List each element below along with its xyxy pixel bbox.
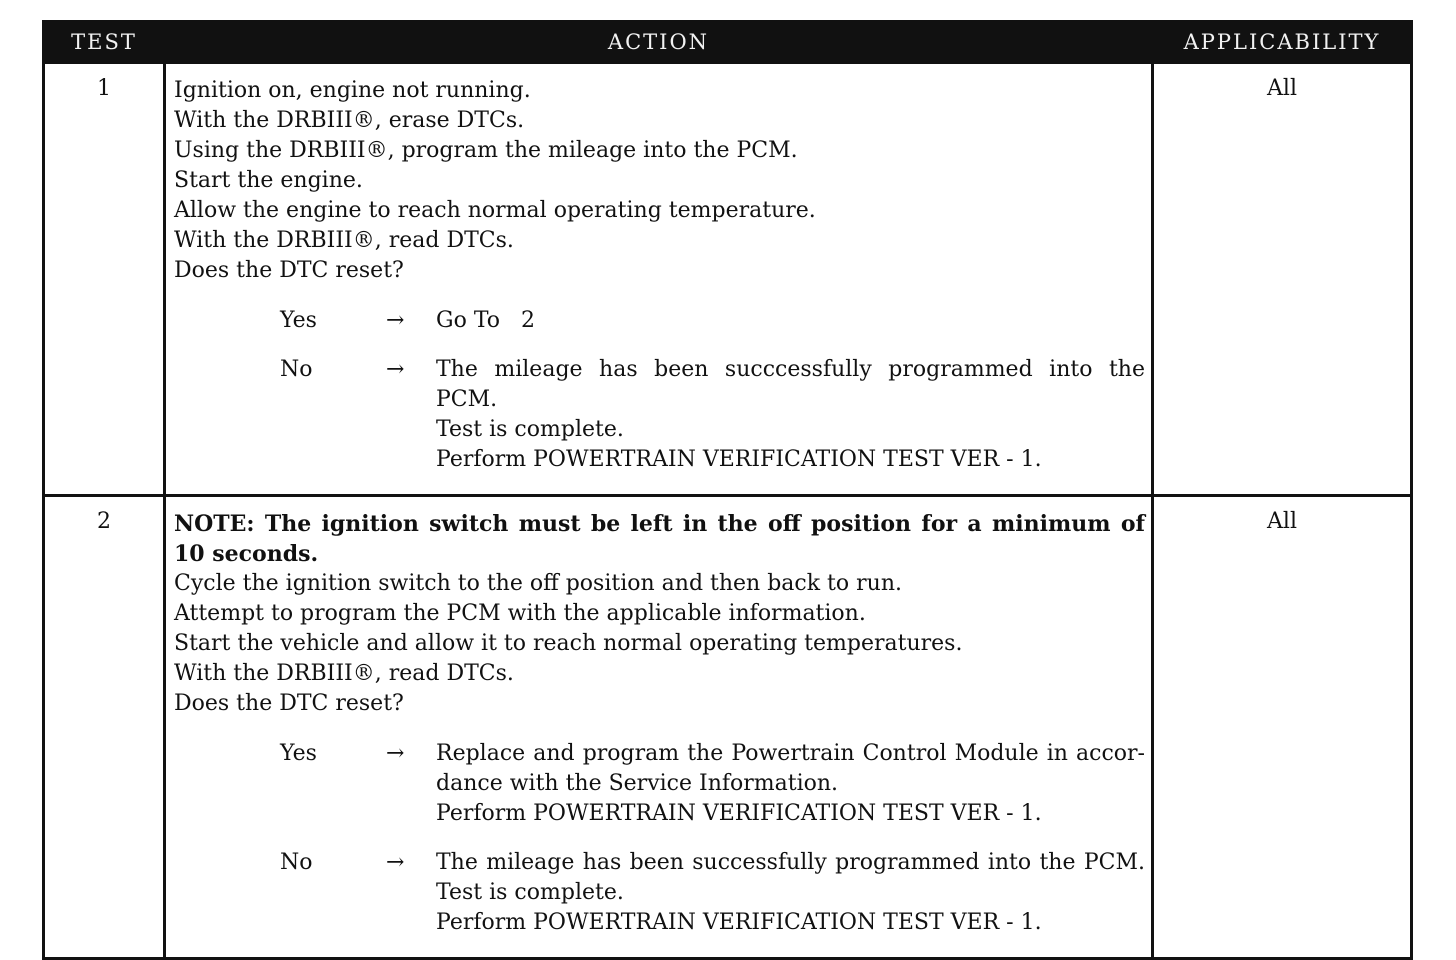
option-yes [174, 306, 1145, 336]
step-text: With the DRBIII®, read DTCs. [174, 661, 514, 686]
right-arrow-icon: → [386, 357, 405, 382]
action-cell [165, 496, 1153, 959]
test-number: 1 [44, 63, 165, 496]
right-arrow-icon: → [386, 741, 405, 766]
right-arrow-icon: → [386, 308, 405, 333]
diagnostic-test-table [42, 20, 1413, 960]
diagnostic-table-container [42, 20, 1410, 960]
option-result [436, 306, 1145, 336]
step-text: Ignition on, engine not running. [174, 78, 531, 103]
result-line: Perform POWERTRAIN VERIFICATION TEST VER - 1. [436, 801, 1042, 826]
step-text: Cycle the ignition switch to the off position and then back to run. [174, 571, 902, 596]
option-result [436, 739, 1145, 829]
step-text: Start the vehicle and allow it to reach normal operating temperatures. [174, 631, 963, 656]
result-line: Replace and program the Powertrain Control Module in accor- [436, 741, 1145, 766]
step-text: Allow the engine to reach normal operating temperature. [174, 198, 816, 223]
action-cell [165, 63, 1153, 496]
note-text: 10 seconds. [174, 541, 319, 567]
test-number: 2 [44, 496, 165, 959]
note-text: NOTE: The ignition switch must be left in the off position for a minimum of [174, 511, 1145, 537]
applicability-value: All [1153, 63, 1412, 496]
table-row [44, 63, 1412, 496]
step-text: Attempt to program the PCM with the applicable information. [174, 601, 866, 626]
result-line: dance with the Service Information. [436, 771, 839, 796]
option-result [436, 848, 1145, 938]
option-label: Yes [280, 308, 317, 333]
option-label: No [280, 357, 313, 382]
step-text: With the DRBIII®, erase DTCs. [174, 108, 525, 133]
step-text: Start the engine. [174, 168, 363, 193]
result-line: Perform POWERTRAIN VERIFICATION TEST VER - 1. [436, 447, 1042, 472]
result-line: Test is complete. [436, 417, 624, 442]
option-result [436, 355, 1145, 475]
result-line: The mileage has been succcessfully programmed into the PCM. [436, 357, 1145, 412]
option-label: Yes [280, 741, 317, 766]
answer-options [174, 306, 1145, 475]
option-no [174, 355, 1145, 475]
table-row [44, 496, 1412, 959]
question-text: Does the DTC reset? [174, 691, 404, 716]
result-line: Perform POWERTRAIN VERIFICATION TEST VER - 1. [436, 910, 1042, 935]
question-text: Does the DTC reset? [174, 258, 404, 283]
result-line: The mileage has been successfully programmed into the PCM. [436, 850, 1145, 875]
table-header-row [44, 22, 1412, 63]
step-text: With the DRBIII®, read DTCs. [174, 228, 514, 253]
right-arrow-icon: → [386, 850, 405, 875]
option-yes [174, 739, 1145, 829]
option-no [174, 848, 1145, 938]
header-applicability: APPLICABILITY [1153, 22, 1412, 63]
step-text: Using the DRBIII®, program the mileage into the PCM. [174, 138, 798, 163]
answer-options [174, 739, 1145, 938]
header-action: ACTION [165, 22, 1153, 63]
header-test: TEST [44, 22, 165, 63]
result-line: Go To 2 [436, 308, 535, 333]
result-line: Test is complete. [436, 880, 624, 905]
option-label: No [280, 850, 313, 875]
applicability-value: All [1153, 496, 1412, 959]
